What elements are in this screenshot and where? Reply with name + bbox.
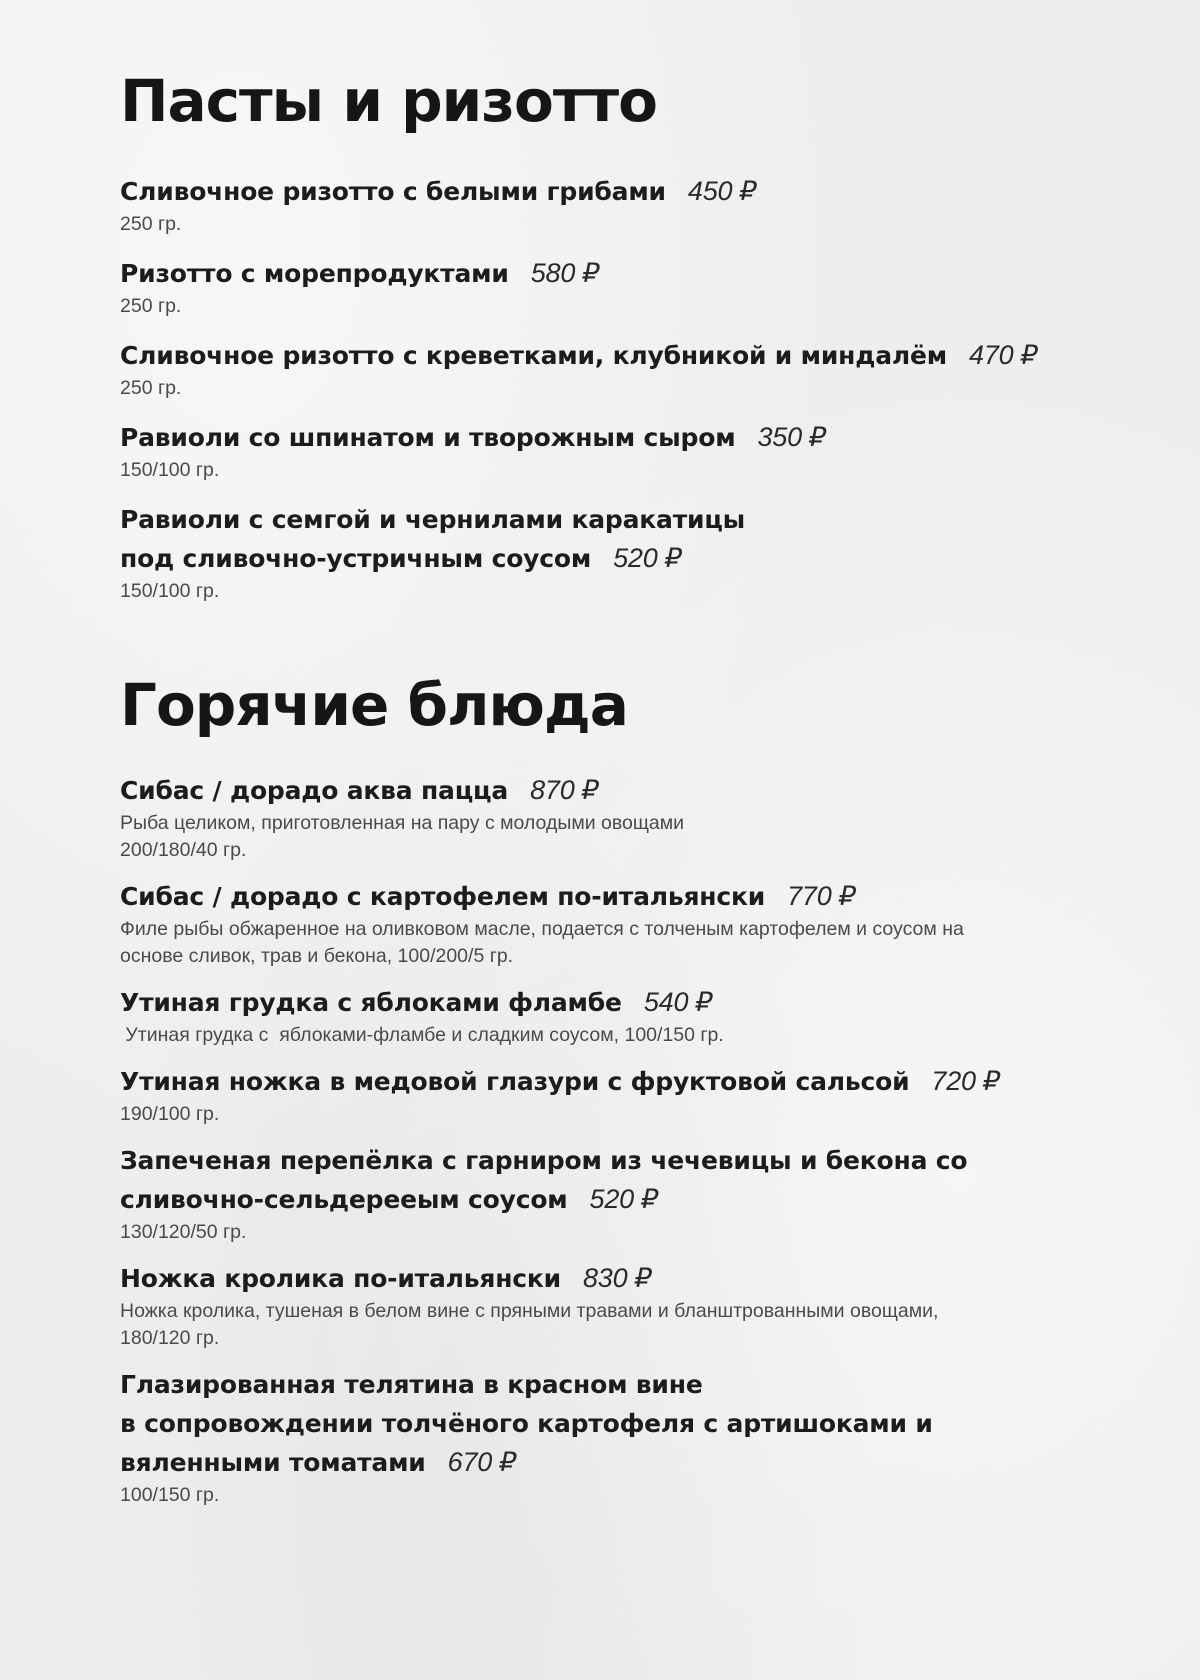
menu-item <box>120 1062 1080 1128</box>
section-title: Пасты и ризотто <box>120 67 657 135</box>
dish-price: 830 ₽ <box>582 1263 652 1293</box>
section-pasta-risotto <box>120 67 1080 621</box>
menu-item <box>120 1141 1080 1246</box>
menu-item <box>120 771 1080 864</box>
dish-price: 770 ₽ <box>787 881 856 911</box>
dish-name-line <box>120 254 1080 293</box>
dish-name: Равиоли с семгой и чернилами каракатицы под сливочно-устричным соусом <box>120 505 746 573</box>
dish-name-line <box>120 983 1080 1022</box>
dish-price: 520 ₽ <box>589 1184 659 1214</box>
dish-name-line <box>120 418 1080 457</box>
dish-price: 670 ₽ <box>447 1447 517 1477</box>
dish-name: Утиная ножка в медовой глазури с фруктовой сальсой <box>120 1067 910 1096</box>
dish-price: 870 ₽ <box>530 775 599 805</box>
dish-name: Запеченая перепёлка с гарниром из чечевицы и бекона со сливочно-сельдерееым соусом <box>120 1146 968 1214</box>
dish-name-line <box>120 1365 1080 1482</box>
dish-description: 100/150 гр. <box>120 1484 220 1506</box>
dish-name: Сливочное ризотто с белыми грибами <box>120 177 666 206</box>
dish-description: Ножка кролика, тушеная в белом вине с пряными травами и бланштрованными овощами, 180/120 гр. <box>120 1300 939 1349</box>
dish-description: Рыба целиком, приготовленная на пару с молодыми овощами 200/180/40 гр. <box>120 812 685 861</box>
section-title: Горячие блюда <box>120 671 628 739</box>
dish-name: Ножка кролика по-итальянски <box>120 1264 561 1293</box>
dish-description: 250 гр. <box>120 377 182 399</box>
menu-item <box>120 254 1080 320</box>
menu-item <box>120 877 1080 970</box>
dish-price: 520 ₽ <box>613 543 682 573</box>
dish-price: 450 ₽ <box>687 176 757 206</box>
dish-name-line <box>120 336 1080 375</box>
dish-name: Глазированная телятина в красном вине в сопровождении толчёного картофеля с артишоками и вяленными томатами <box>120 1370 933 1477</box>
menu-item-list <box>120 771 1080 1509</box>
dish-name-line <box>120 1141 1080 1219</box>
dish-name-line <box>120 877 1080 916</box>
dish-name-line <box>120 771 1080 810</box>
menu-item <box>120 172 1080 238</box>
section-hot-dishes <box>120 671 1080 1522</box>
menu-item <box>120 500 1080 605</box>
dish-description: 130/120/50 гр. <box>120 1221 247 1243</box>
dish-description: 150/100 гр. <box>120 580 220 602</box>
menu-item <box>120 983 1080 1049</box>
dish-price: 540 ₽ <box>643 987 713 1017</box>
dish-name: Сибас / дорадо аква пацца <box>120 776 509 805</box>
menu-item <box>120 418 1080 484</box>
dish-name-line <box>120 500 1080 578</box>
dish-price: 470 ₽ <box>969 340 1038 370</box>
dish-price: 720 ₽ <box>931 1066 1001 1096</box>
dish-name-line <box>120 172 1080 211</box>
menu-item-list <box>120 172 1080 605</box>
menu-item <box>120 336 1080 402</box>
menu-item <box>120 1365 1080 1509</box>
menu-item <box>120 1259 1080 1352</box>
dish-name: Утиная грудка с яблоками фламбе <box>120 988 622 1017</box>
dish-description: 250 гр. <box>120 295 182 317</box>
dish-description: Филе рыбы обжаренное на оливковом масле, подается с толченым картофелем и соусом на основе сливок, трав и бекона, 100/200/5 гр. <box>120 918 964 967</box>
dish-description: Утиная грудка с яблоками-фламбе и сладким соусом, 100/150 гр. <box>120 1024 724 1046</box>
dish-description: 150/100 гр. <box>120 459 220 481</box>
dish-name: Ризотто с морепродуктами <box>120 259 509 288</box>
dish-description: 190/100 гр. <box>120 1103 220 1125</box>
dish-name-line <box>120 1062 1080 1101</box>
dish-price: 350 ₽ <box>757 422 827 452</box>
dish-name: Сибас / дорадо с картофелем по-итальянски <box>120 882 766 911</box>
dish-name: Равиоли со шпинатом и творожным сыром <box>120 423 736 452</box>
dish-price: 580 ₽ <box>530 258 600 288</box>
dish-name-line <box>120 1259 1080 1298</box>
dish-description: 250 гр. <box>120 213 182 235</box>
dish-name: Сливочное ризотто с креветками, клубникой и миндалём <box>120 341 948 370</box>
